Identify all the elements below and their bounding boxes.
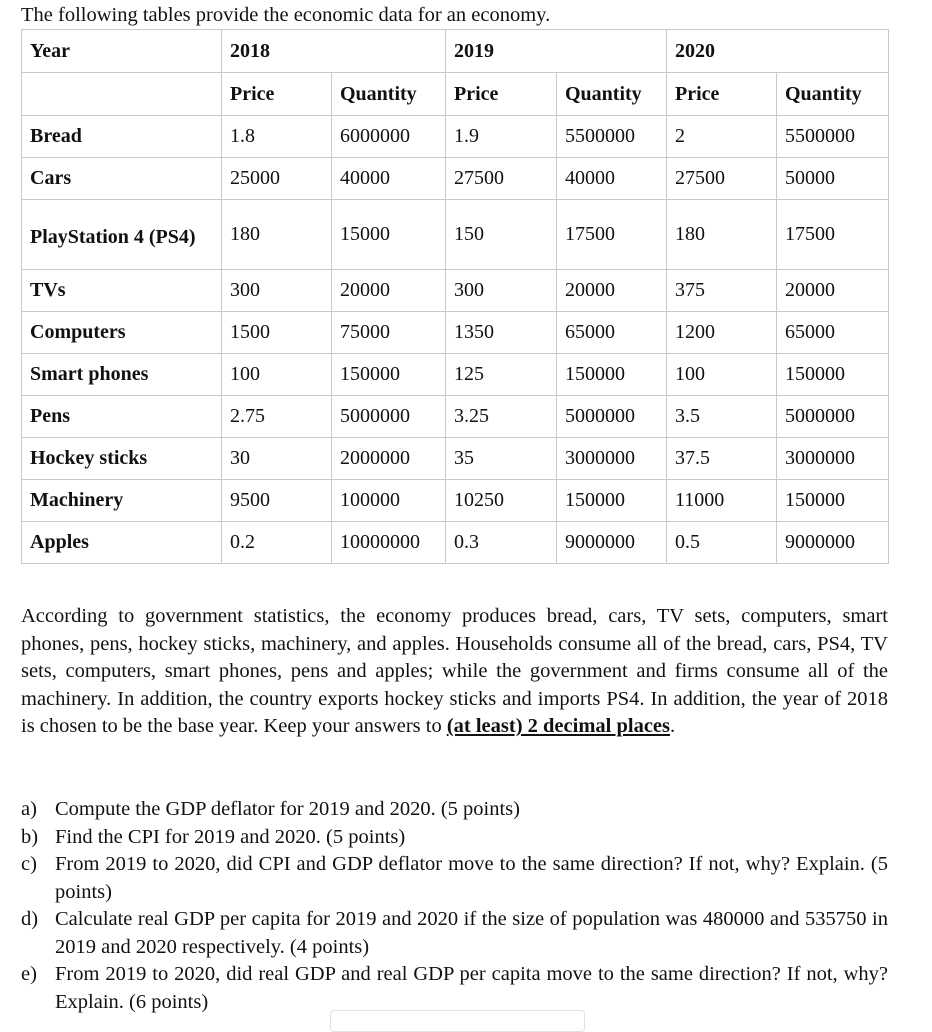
item-name-cell: PlayStation 4 (PS4) [22, 200, 222, 270]
price-cell: 100 [667, 354, 777, 396]
intro-text: The following tables provide the economic data for an economy. [21, 4, 551, 26]
quantity-cell: 2000000 [332, 438, 446, 480]
quantity-cell: 20000 [332, 270, 446, 312]
price-cell: 37.5 [667, 438, 777, 480]
table-row [22, 158, 889, 200]
description-text: According to government statistics, the economy produces bread, cars, TV sets, computers, smart phones, pens, hockey sticks, machinery, and apples. Households consume all of the bread, cars, PS4, TV sets, computers, smart phones, pens and apples; while the government and firms consume all of the machinery. In addition, the country exports hockey sticks and imports PS4. In addition, the year of 2018 is chosen to be the base year. Keep your answers to [21, 605, 888, 737]
price-cell: 3.5 [667, 396, 777, 438]
price-cell: 0.5 [667, 522, 777, 564]
quantity-cell: 5500000 [557, 116, 667, 158]
item-name-cell: Pens [22, 396, 222, 438]
price-cell: 27500 [667, 158, 777, 200]
item-name-cell: Machinery [22, 480, 222, 522]
item-name-cell: Bread [22, 116, 222, 158]
question-item [21, 906, 888, 961]
price-cell: 0.2 [222, 522, 332, 564]
item-name-cell: Cars [22, 158, 222, 200]
year-2018-header: 2018 [222, 30, 446, 73]
price-cell: 1350 [446, 312, 557, 354]
table-row [22, 200, 889, 270]
quantity-cell: 3000000 [777, 438, 889, 480]
quantity-cell: 75000 [332, 312, 446, 354]
question-text: Calculate real GDP per capita for 2019 and 2020 if the size of population was 480000 and 535750 in 2019 and 2020 respectively. (4 points) [55, 908, 888, 958]
decimal-places-emphasis: (at least) 2 decimal places [446, 715, 670, 737]
subheader-row [22, 73, 889, 116]
price-cell: 1200 [667, 312, 777, 354]
quantity-cell: 6000000 [332, 116, 446, 158]
price-cell: 10250 [446, 480, 557, 522]
quantity-cell: 150000 [332, 354, 446, 396]
item-name-cell: TVs [22, 270, 222, 312]
quantity-cell: 40000 [332, 158, 446, 200]
question-item [21, 851, 888, 906]
price-cell: 35 [446, 438, 557, 480]
item-name-cell: Computers [22, 312, 222, 354]
subheader-empty-cell [22, 73, 222, 116]
price-cell: 2.75 [222, 396, 332, 438]
table-row [22, 270, 889, 312]
question-marker: c) [21, 853, 37, 875]
item-name-cell: Smart phones [22, 354, 222, 396]
quantity-cell: 3000000 [557, 438, 667, 480]
quantity-cell: 5000000 [557, 396, 667, 438]
quantity-cell: 150000 [557, 354, 667, 396]
price-cell: 11000 [667, 480, 777, 522]
price-cell: 300 [446, 270, 557, 312]
quantity-cell: 10000000 [332, 522, 446, 564]
price-cell: 1500 [222, 312, 332, 354]
price-header: Price [446, 73, 557, 116]
economic-data-table [21, 29, 889, 564]
item-name-cell: Hockey sticks [22, 438, 222, 480]
quantity-cell: 5000000 [777, 396, 889, 438]
quantity-cell: 17500 [777, 200, 889, 270]
price-cell: 180 [667, 200, 777, 270]
question-marker: d) [21, 908, 39, 930]
problem-description [21, 603, 888, 741]
item-name-cell: Apples [22, 522, 222, 564]
quantity-header: Quantity [777, 73, 889, 116]
quantity-cell: 100000 [332, 480, 446, 522]
question-text: From 2019 to 2020, did CPI and GDP deflator move to the same direction? If not, why? Explain. (5 points) [55, 853, 888, 903]
price-cell: 1.8 [222, 116, 332, 158]
quantity-header: Quantity [557, 73, 667, 116]
quantity-cell: 9000000 [777, 522, 889, 564]
question-item [21, 961, 888, 1016]
quantity-header: Quantity [332, 73, 446, 116]
question-text: From 2019 to 2020, did real GDP and real GDP per capita move to the same direction? If not, why? Explain. (6 points) [55, 963, 888, 1013]
quantity-cell: 65000 [777, 312, 889, 354]
price-cell: 125 [446, 354, 557, 396]
price-cell: 30 [222, 438, 332, 480]
price-cell: 3.25 [446, 396, 557, 438]
question-text: Compute the GDP deflator for 2019 and 2020. (5 points) [55, 798, 520, 820]
table-row [22, 480, 889, 522]
price-cell: 150 [446, 200, 557, 270]
year-2020-header: 2020 [667, 30, 889, 73]
price-header: Price [667, 73, 777, 116]
table-row [22, 312, 889, 354]
price-cell: 25000 [222, 158, 332, 200]
quantity-cell: 150000 [557, 480, 667, 522]
quantity-cell: 20000 [557, 270, 667, 312]
question-marker: e) [21, 963, 37, 985]
price-cell: 9500 [222, 480, 332, 522]
quantity-cell: 20000 [777, 270, 889, 312]
answer-box-edge [330, 1010, 585, 1032]
question-item [21, 824, 888, 852]
quantity-cell: 5000000 [332, 396, 446, 438]
quantity-cell: 65000 [557, 312, 667, 354]
table-row [22, 522, 889, 564]
price-cell: 300 [222, 270, 332, 312]
quantity-cell: 150000 [777, 354, 889, 396]
table-row [22, 396, 889, 438]
quantity-cell: 17500 [557, 200, 667, 270]
question-text: Find the CPI for 2019 and 2020. (5 points) [55, 825, 406, 848]
price-cell: 2 [667, 116, 777, 158]
question-marker: a) [21, 798, 37, 820]
quantity-cell: 50000 [777, 158, 889, 200]
quantity-cell: 5500000 [777, 116, 889, 158]
question-item [21, 796, 888, 824]
price-cell: 100 [222, 354, 332, 396]
year-label: Year [22, 30, 222, 73]
quantity-cell: 15000 [332, 200, 446, 270]
price-cell: 375 [667, 270, 777, 312]
quantity-cell: 150000 [777, 480, 889, 522]
question-marker: b) [21, 825, 39, 848]
quantity-cell: 40000 [557, 158, 667, 200]
price-cell: 1.9 [446, 116, 557, 158]
question-list [21, 796, 888, 1016]
price-header: Price [222, 73, 332, 116]
price-cell: 27500 [446, 158, 557, 200]
table-row [22, 116, 889, 158]
price-cell: 0.3 [446, 522, 557, 564]
year-header-row [22, 30, 889, 73]
year-2019-header: 2019 [446, 30, 667, 73]
table-row [22, 354, 889, 396]
table-row [22, 438, 889, 480]
price-cell: 180 [222, 200, 332, 270]
description-end: . [670, 715, 676, 737]
quantity-cell: 9000000 [557, 522, 667, 564]
